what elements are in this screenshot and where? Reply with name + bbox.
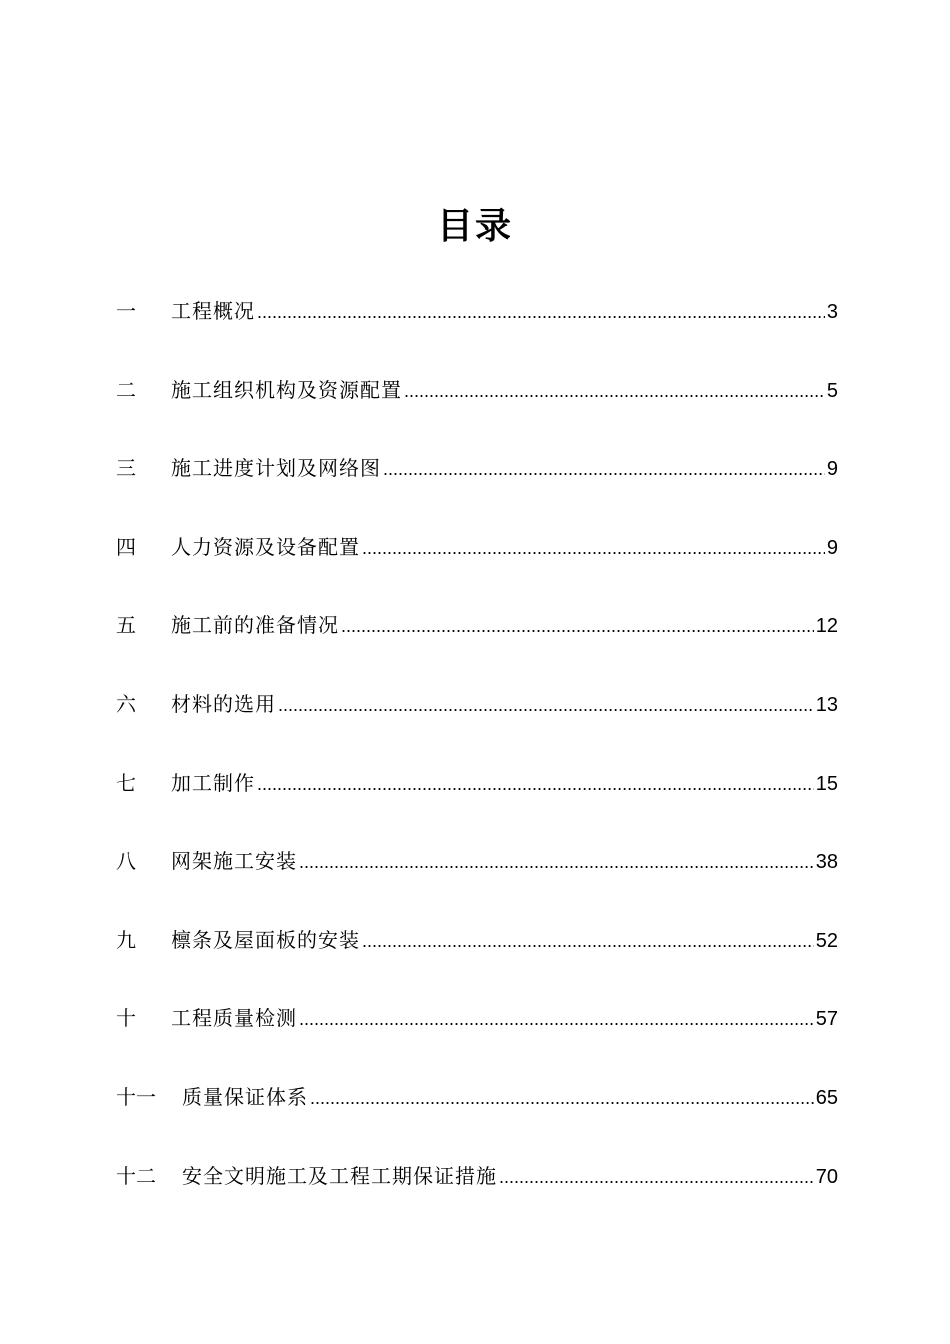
toc-entry-4[interactable] (116, 526, 838, 605)
toc-entry-title: 加工制作 (171, 770, 255, 795)
toc-entry-10[interactable] (116, 997, 838, 1076)
toc-dot-leader (341, 605, 814, 647)
toc-entry-number: 十一 (116, 1084, 156, 1109)
toc-entry-page: 38 (815, 851, 838, 874)
toc-entry-number: 二 (116, 377, 136, 402)
toc-entry-9[interactable] (116, 919, 838, 998)
toc-entry-page: 57 (815, 1008, 838, 1031)
toc-entry-8[interactable] (116, 840, 838, 919)
page-title: 目录 (436, 206, 513, 247)
toc-entry-number: 五 (116, 613, 136, 638)
toc-entry-page: 9 (826, 458, 838, 481)
toc-entry-page: 70 (815, 1165, 838, 1188)
toc-entry-11[interactable] (116, 1076, 838, 1155)
toc-entry-page: 65 (815, 1086, 838, 1109)
toc-entry-number: 十 (116, 1006, 136, 1031)
toc-dot-leader (257, 763, 814, 805)
toc-entry-page: 15 (815, 772, 838, 795)
toc-entry-title: 质量保证体系 (182, 1084, 308, 1109)
toc-dot-leader (310, 1077, 814, 1119)
toc-entry-page: 13 (815, 693, 838, 716)
toc-entry-page: 3 (826, 301, 838, 323)
toc-entry-1[interactable] (116, 290, 838, 369)
toc-entry-page: 9 (826, 536, 838, 559)
toc-entry-page: 12 (815, 615, 838, 638)
toc-entry-number: 十二 (116, 1163, 156, 1188)
toc-entry-title: 檩条及屋面板的安装 (171, 927, 360, 952)
toc-entry-number: 一 (116, 299, 136, 323)
toc-entry-6[interactable] (116, 683, 838, 762)
toc-entry-title: 施工进度计划及网络图 (171, 456, 381, 481)
toc-dot-leader (299, 998, 814, 1040)
toc-entry-title: 网架施工安装 (171, 849, 297, 874)
toc-entry-page: 5 (826, 379, 838, 402)
toc-entry-number: 三 (116, 456, 136, 481)
toc-dot-leader (362, 527, 825, 569)
toc-entry-title: 工程概况 (171, 299, 255, 323)
toc-dot-leader (278, 684, 814, 726)
toc-entry-title: 人力资源及设备配置 (171, 534, 360, 559)
toc-entry-title: 施工组织机构及资源配置 (171, 377, 402, 402)
toc-entry-title: 安全文明施工及工程工期保证措施 (182, 1163, 497, 1188)
toc-dot-leader (404, 370, 825, 412)
toc-dot-leader (499, 1156, 814, 1198)
toc-entry-number: 八 (116, 849, 136, 874)
toc-entry-number: 七 (116, 770, 136, 795)
toc-entry-number: 九 (116, 927, 136, 952)
toc-entry-5[interactable] (116, 604, 838, 683)
toc-entry-number: 六 (116, 691, 136, 716)
table-of-contents (116, 290, 838, 1233)
toc-entry-title: 材料的选用 (171, 691, 276, 716)
toc-dot-leader (257, 291, 825, 333)
toc-entry-title: 施工前的准备情况 (171, 613, 339, 638)
toc-entry-12[interactable] (116, 1155, 838, 1234)
toc-entry-2[interactable] (116, 369, 838, 448)
toc-dot-leader (383, 448, 825, 490)
toc-dot-leader (299, 841, 814, 883)
toc-entry-page: 52 (815, 929, 838, 952)
toc-entry-number: 四 (116, 534, 136, 559)
toc-entry-7[interactable] (116, 762, 838, 841)
toc-entry-title: 工程质量检测 (171, 1006, 297, 1031)
toc-dot-leader (362, 920, 814, 962)
toc-entry-3[interactable] (116, 447, 838, 526)
